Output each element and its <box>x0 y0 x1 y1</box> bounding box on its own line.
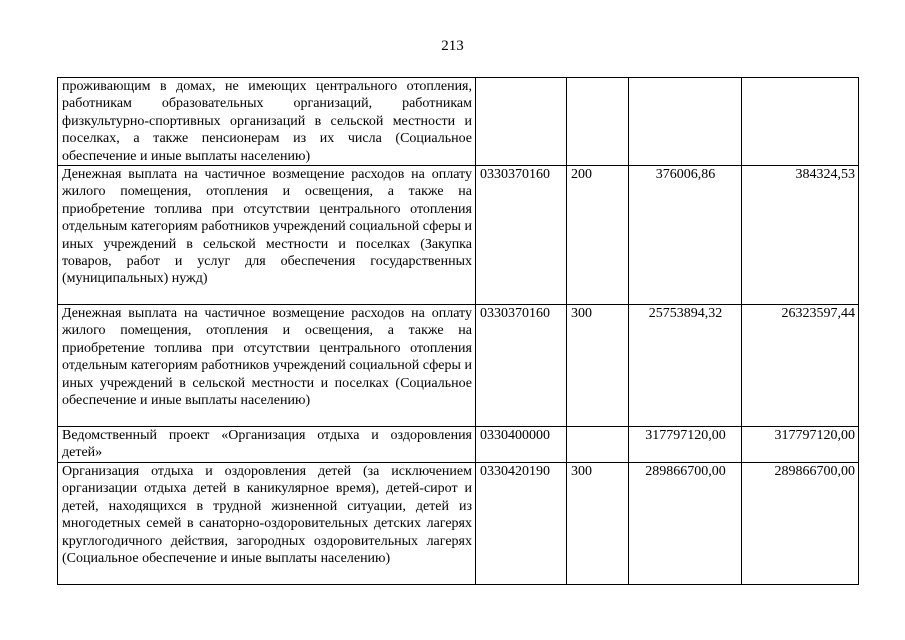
row-name-cell: Денежная выплата на частичное возмещение расходов на оплату жилого помещения, отопления и освещения, а также на приобретение топлива при отсутствии центрального отопления отдельным категориям работников учреждений социальной сферы и иных учреждений в сельской местности и поселках (Закупка товаров, работ и услуг для обеспечения государственных (муниципальных) нужд) <box>58 166 476 305</box>
row-name-cell: проживающим в домах, не имеющих центрального отопления, работникам образовательных организаций, работникам физкультурно-спортивных организаций в сельской местности и поселках, а также пенсионерам из их числа (Социальное обеспечение и иные выплаты населению) <box>58 78 476 166</box>
page-number: 213 <box>441 38 464 54</box>
target-article-code-cell: 0330420190 <box>476 463 567 585</box>
amount-cell-second: 26323597,44 <box>742 305 859 427</box>
expense-type-cell: 300 <box>567 305 629 427</box>
expense-type-cell <box>567 427 629 463</box>
target-article-code-cell: 0330400000 <box>476 427 567 463</box>
row-name-cell: Ведомственный проект «Организация отдыха и оздоровления детей» <box>58 427 476 463</box>
row-name-cell: Организация отдыха и оздоровления детей (за исключением организации отдыха детей в каникулярное время), детей-сирот и детей, находящихся в трудной жизненной ситуации, детей из многодетных семей в санаторно-оздоровительных детских лагерях круглогодичного действия, загородных оздоровительных лагерях (Социальное обеспечение и иные выплаты населению) <box>58 463 476 585</box>
amount-cell-second <box>742 78 859 166</box>
table-row <box>58 427 859 463</box>
table-row <box>58 305 859 427</box>
table-row <box>58 78 859 166</box>
target-article-code-cell <box>476 78 567 166</box>
amount-cell-second: 317797120,00 <box>742 427 859 463</box>
table-row <box>58 166 859 305</box>
budget-table <box>57 77 859 585</box>
expense-type-cell: 300 <box>567 463 629 585</box>
amount-cell-first: 376006,86 <box>629 166 742 305</box>
table-row <box>58 463 859 585</box>
expense-type-cell <box>567 78 629 166</box>
target-article-code-cell: 0330370160 <box>476 166 567 305</box>
amount-cell-second: 289866700,00 <box>742 463 859 585</box>
row-name-cell: Денежная выплата на частичное возмещение расходов на оплату жилого помещения, отопления и освещения, а также на приобретение топлива при отсутствии центрального отопления отдельным категориям работников учреждений социальной сферы и иных учреждений в сельской местности и поселках (Социальное обеспечение и иные выплаты населению) <box>58 305 476 427</box>
amount-cell-first <box>629 78 742 166</box>
amount-cell-second: 384324,53 <box>742 166 859 305</box>
target-article-code-cell: 0330370160 <box>476 305 567 427</box>
amount-cell-first: 317797120,00 <box>629 427 742 463</box>
amount-cell-first: 289866700,00 <box>629 463 742 585</box>
expense-type-cell: 200 <box>567 166 629 305</box>
amount-cell-first: 25753894,32 <box>629 305 742 427</box>
